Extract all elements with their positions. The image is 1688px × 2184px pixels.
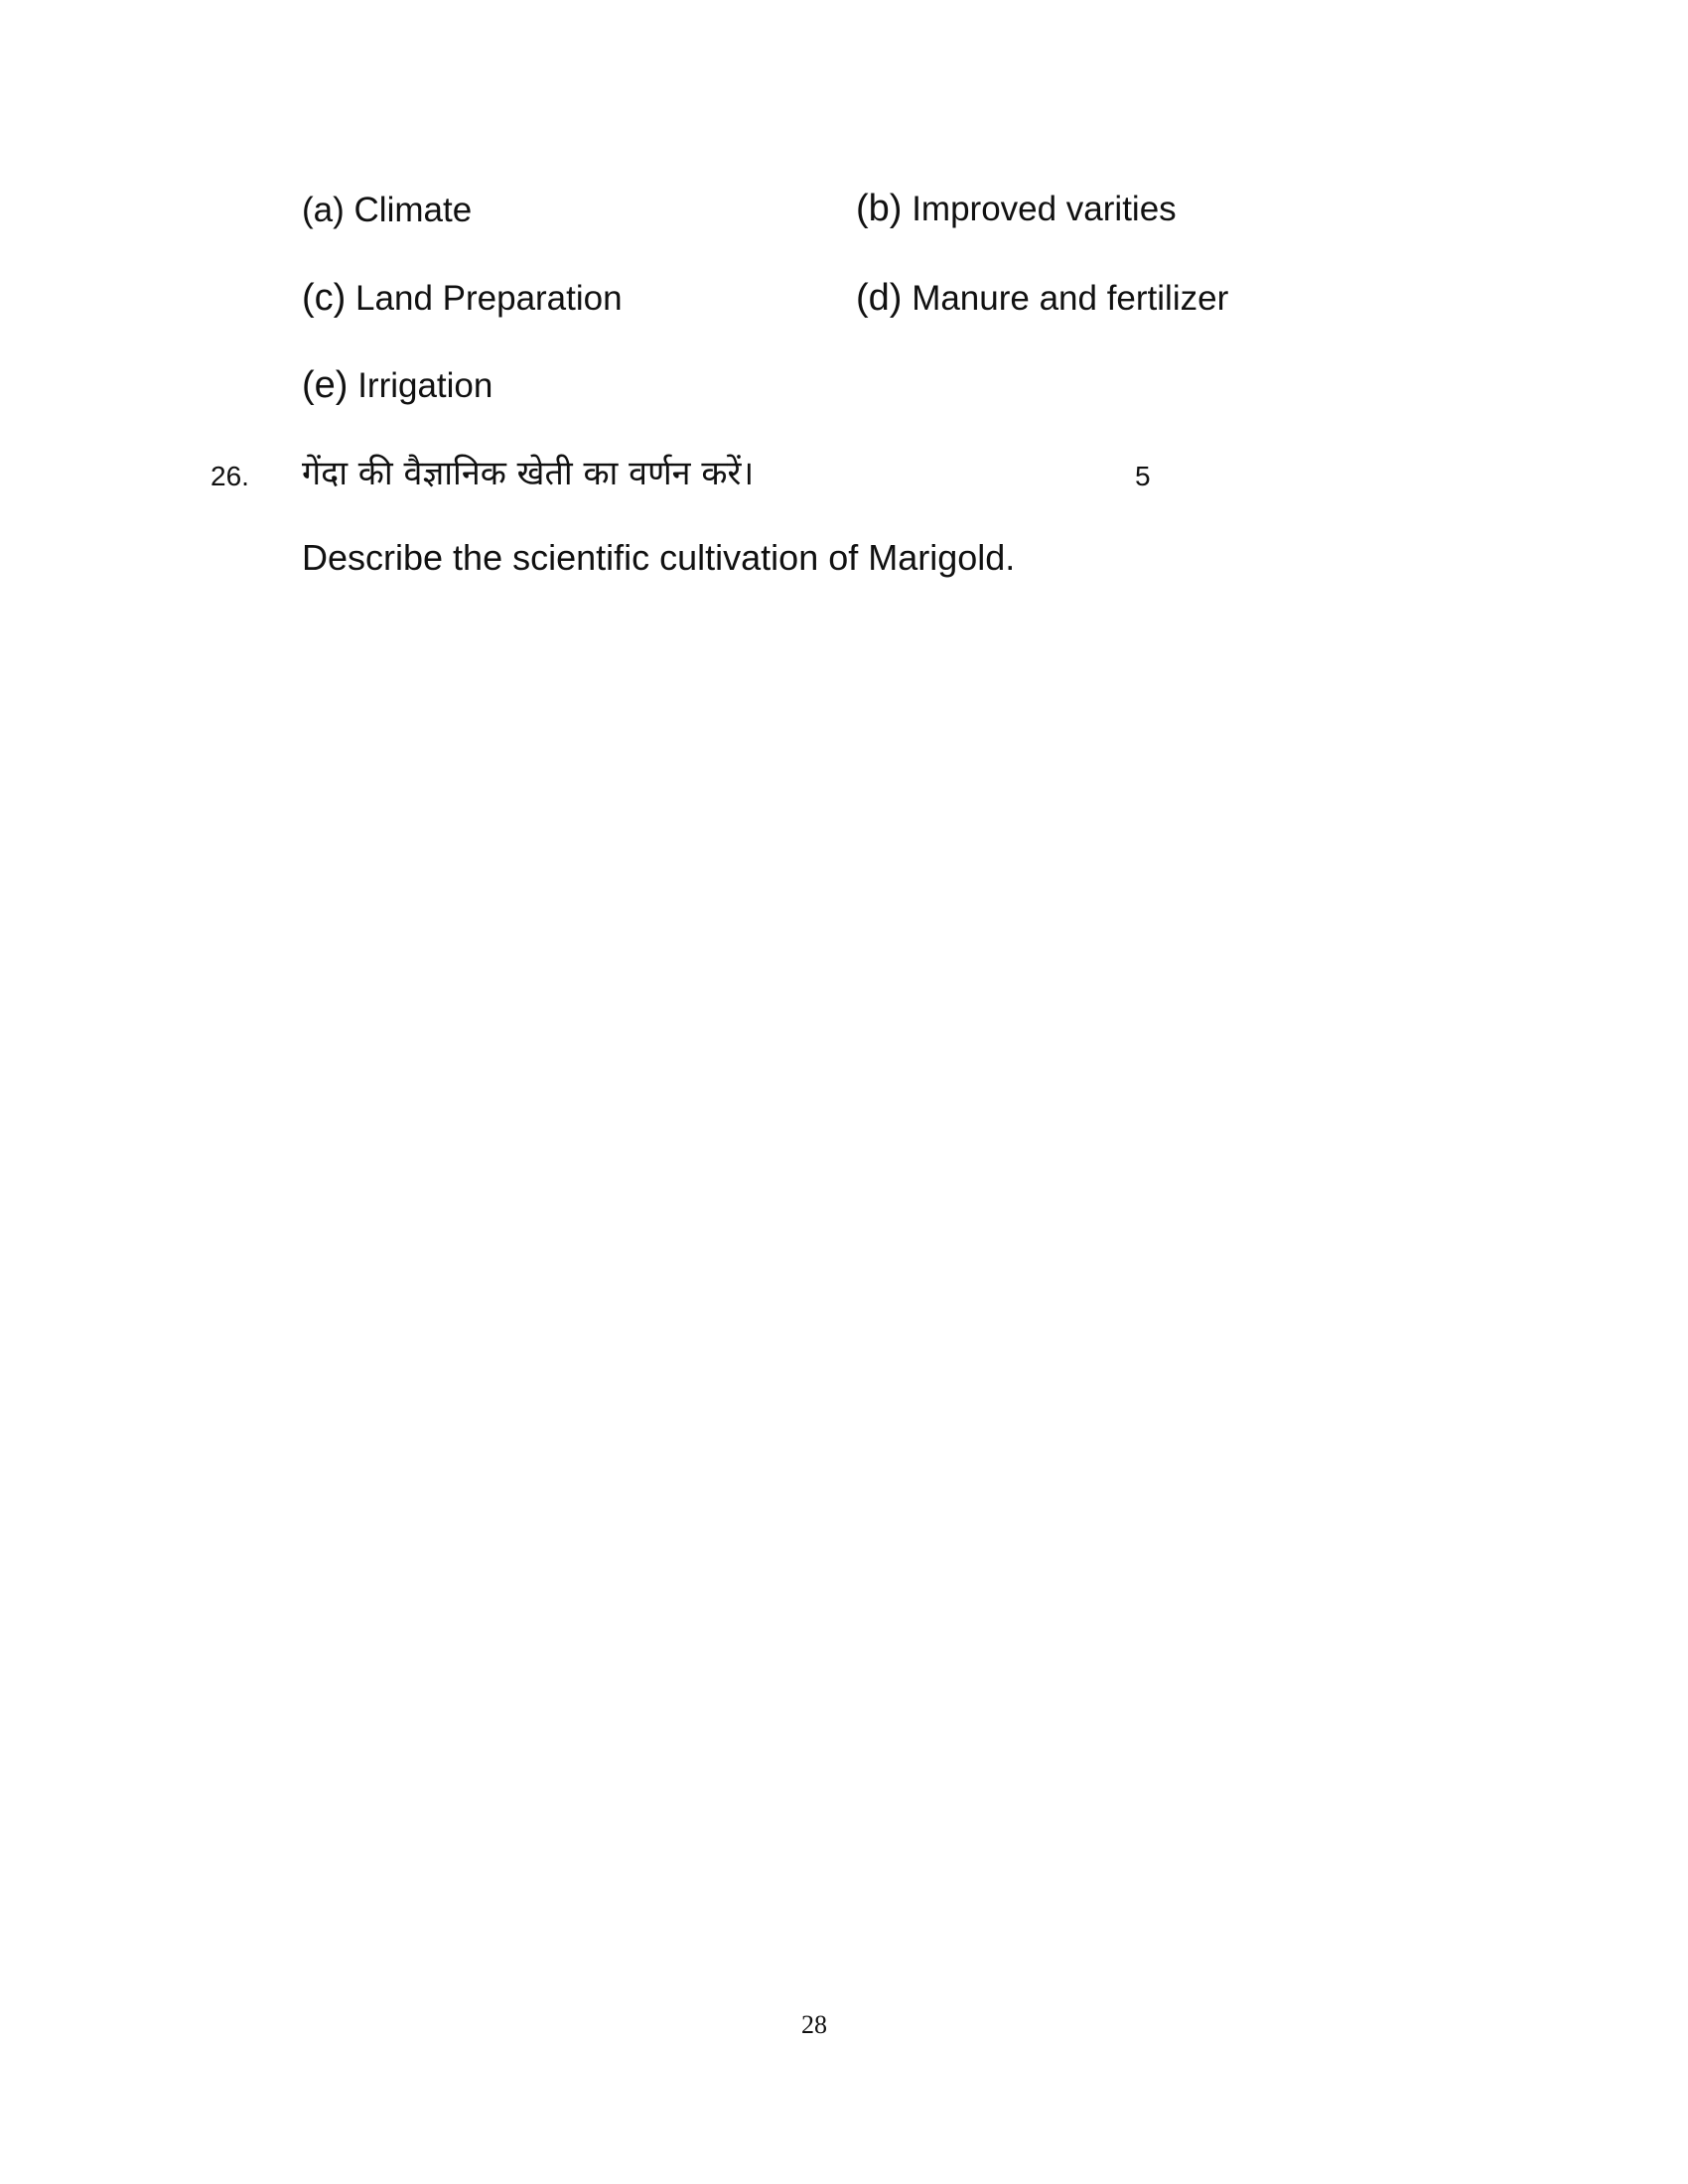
question-text-hindi: गेंदा की वैज्ञानिक खेती का वर्णन करें।: [302, 454, 755, 493]
option-e-letter: (e): [302, 364, 349, 406]
page-number: 28: [801, 2010, 827, 2039]
option-b: [856, 189, 1177, 229]
option-d: [856, 278, 1228, 319]
option-a-text: Climate: [353, 191, 473, 229]
option-b-text: Improved varities: [912, 190, 1177, 228]
option-c: [302, 278, 623, 319]
question-number: 26.: [211, 461, 249, 491]
option-e-text: Irrigation: [357, 366, 493, 405]
option-a: [302, 191, 472, 230]
option-a-letter: (a): [302, 191, 345, 229]
question-marks: 5: [1135, 461, 1151, 491]
option-d-text: Manure and fertilizer: [912, 279, 1229, 318]
option-c-letter: (c): [302, 277, 347, 319]
option-d-letter: (d): [856, 277, 903, 319]
option-c-text: Land Preparation: [355, 279, 623, 318]
question-text-english: Describe the scientific cultivation of Marigold.: [302, 537, 1016, 578]
option-e: [302, 365, 492, 406]
option-b-letter: (b): [856, 188, 903, 229]
